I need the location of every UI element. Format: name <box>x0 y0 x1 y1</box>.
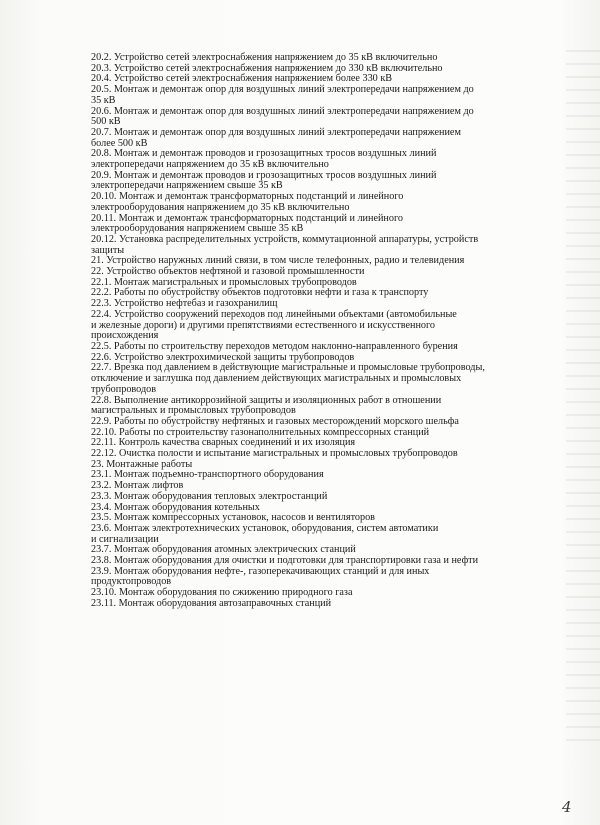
list-line: 23.1. Монтаж подъемно-транспортного оборудования <box>91 469 324 481</box>
page-number: 4 <box>562 798 572 816</box>
list-line: защиты <box>91 244 125 256</box>
list-line: 22.1. Монтаж магистральных и промысловых трубопроводов <box>91 276 357 288</box>
list-line: 20.6. Монтаж и демонтаж опор для воздушных линий электропередачи напряжением до <box>91 105 474 117</box>
list-line: магистральных и промысловых трубопроводов <box>91 405 296 417</box>
list-line: 20.3. Устройство сетей электроснабжения напряжением до 330 кВ включительно <box>91 62 443 74</box>
list-line: 22.3. Устройство нефтебаз и газохранилищ <box>91 298 278 310</box>
list-line: и железные дороги) и другими препятствиями естественного и искусственного <box>91 319 436 331</box>
list-line: электрооборудования напряжением до 35 кВ включительно <box>91 201 350 213</box>
list-line: 22.12. Очистка полости и испытание магистральных и промысловых трубопроводов <box>91 448 458 460</box>
list-line: 23.11. Монтаж оборудования автозаправочных станций <box>91 597 332 609</box>
list-line: электрооборудования напряжением свыше 35 кВ <box>91 223 304 235</box>
list-line: отключение и заглушка под давлением действующих магистральных и промысловых <box>91 373 462 385</box>
list-line: 23. Монтажные работы <box>91 458 193 470</box>
list-line: 23.9. Монтаж оборудования нефте-, газоперекачивающих станций и для иных <box>91 565 430 577</box>
list-line: электропередачи напряжением свыше 35 кВ <box>91 180 283 192</box>
list-line: электропередачи напряжением до 35 кВ включительно <box>91 159 329 171</box>
work-types-list <box>91 53 561 610</box>
list-line: 20.10. Монтаж и демонтаж трансформаторных подстанций и линейного <box>91 191 404 203</box>
list-line: и сигнализации <box>91 533 159 545</box>
list-line: 23.2. Монтаж лифтов <box>91 480 184 492</box>
list-line: 22.11. Контроль качества сварных соединений и их изоляция <box>91 437 356 449</box>
list-line: 35 кВ <box>91 94 116 106</box>
list-line: 20.8. Монтаж и демонтаж проводов и грозозащитных тросов воздушных линий <box>91 148 437 160</box>
list-line: 23.7. Монтаж оборудования атомных электрических станций <box>91 544 356 556</box>
list-line: 22.2. Работы по обустройству объектов подготовки нефти и газа к транспорту <box>91 287 429 299</box>
list-line: 20.7. Монтаж и демонтаж опор для воздушных линий электропередачи напряжением <box>91 126 461 138</box>
list-line: 23.3. Монтаж оборудования тепловых электростанций <box>91 490 328 502</box>
list-line: 22.5. Работы по строительству переходов методом наклонно-направленного бурения <box>91 340 458 352</box>
list-line: 500 кВ <box>91 116 121 128</box>
list-line: 22.4. Устройство сооружений переходов под линейными объектами (автомобильные <box>91 308 457 320</box>
list-line: 20.5. Монтаж и демонтаж опор для воздушных линий электропередачи напряжением до <box>91 84 474 96</box>
list-line: 23.5. Монтаж компрессорных установок, насосов и вентиляторов <box>91 512 375 524</box>
list-line: 23.4. Монтаж оборудования котельных <box>91 501 260 513</box>
list-line: 20.4. Устройство сетей электроснабжения напряжением более 330 кВ <box>91 73 393 85</box>
list-line: 22.6. Устройство электрохимической защиты трубопроводов <box>91 351 355 363</box>
list-line: 20.11. Монтаж и демонтаж трансформаторных подстанций и линейного <box>91 212 403 224</box>
list-line: 22.8. Выполнение антикоррозийной защиты и изоляционных работ в отношении <box>91 394 442 406</box>
list-line: 20.2. Устройство сетей электроснабжения напряжением до 35 кВ включительно <box>91 52 438 63</box>
list-line: 23.10. Монтаж оборудования по сжижению природного газа <box>91 587 353 599</box>
bleed-through-text <box>566 50 600 750</box>
list-line: 23.6. Монтаж электротехнических установок, оборудования, систем автоматики <box>91 522 439 534</box>
list-line: более 500 кВ <box>91 137 148 149</box>
list-line: 22.7. Врезка под давлением в действующие магистральные и промысловые трубопроводы, <box>91 362 485 374</box>
list-line: происхождения <box>91 330 159 342</box>
list-line: 22.9. Работы по обустройству нефтяных и газовых месторождений морского шельфа <box>91 415 459 427</box>
list-line: 23.8. Монтаж оборудования для очистки и подготовки для транспортировки газа и нефти <box>91 555 479 567</box>
list-line: 22.10. Работы по строительству газонаполнительных компрессорных станций <box>91 426 430 438</box>
list-line: продуктопроводов <box>91 576 172 588</box>
list-line: 20.9. Монтаж и демонтаж проводов и грозозащитных тросов воздушных линий <box>91 169 437 181</box>
list-line: 21. Устройство наружных линий связи, в том числе телефонных, радио и телевидения <box>91 255 465 267</box>
list-line: трубопроводов <box>91 383 157 395</box>
list-line: 22. Устройство объектов нефтяной и газовой промышленности <box>91 266 365 278</box>
list-line: 20.12. Установка распределительных устройств, коммутационной аппаратуры, устройств <box>91 233 479 245</box>
